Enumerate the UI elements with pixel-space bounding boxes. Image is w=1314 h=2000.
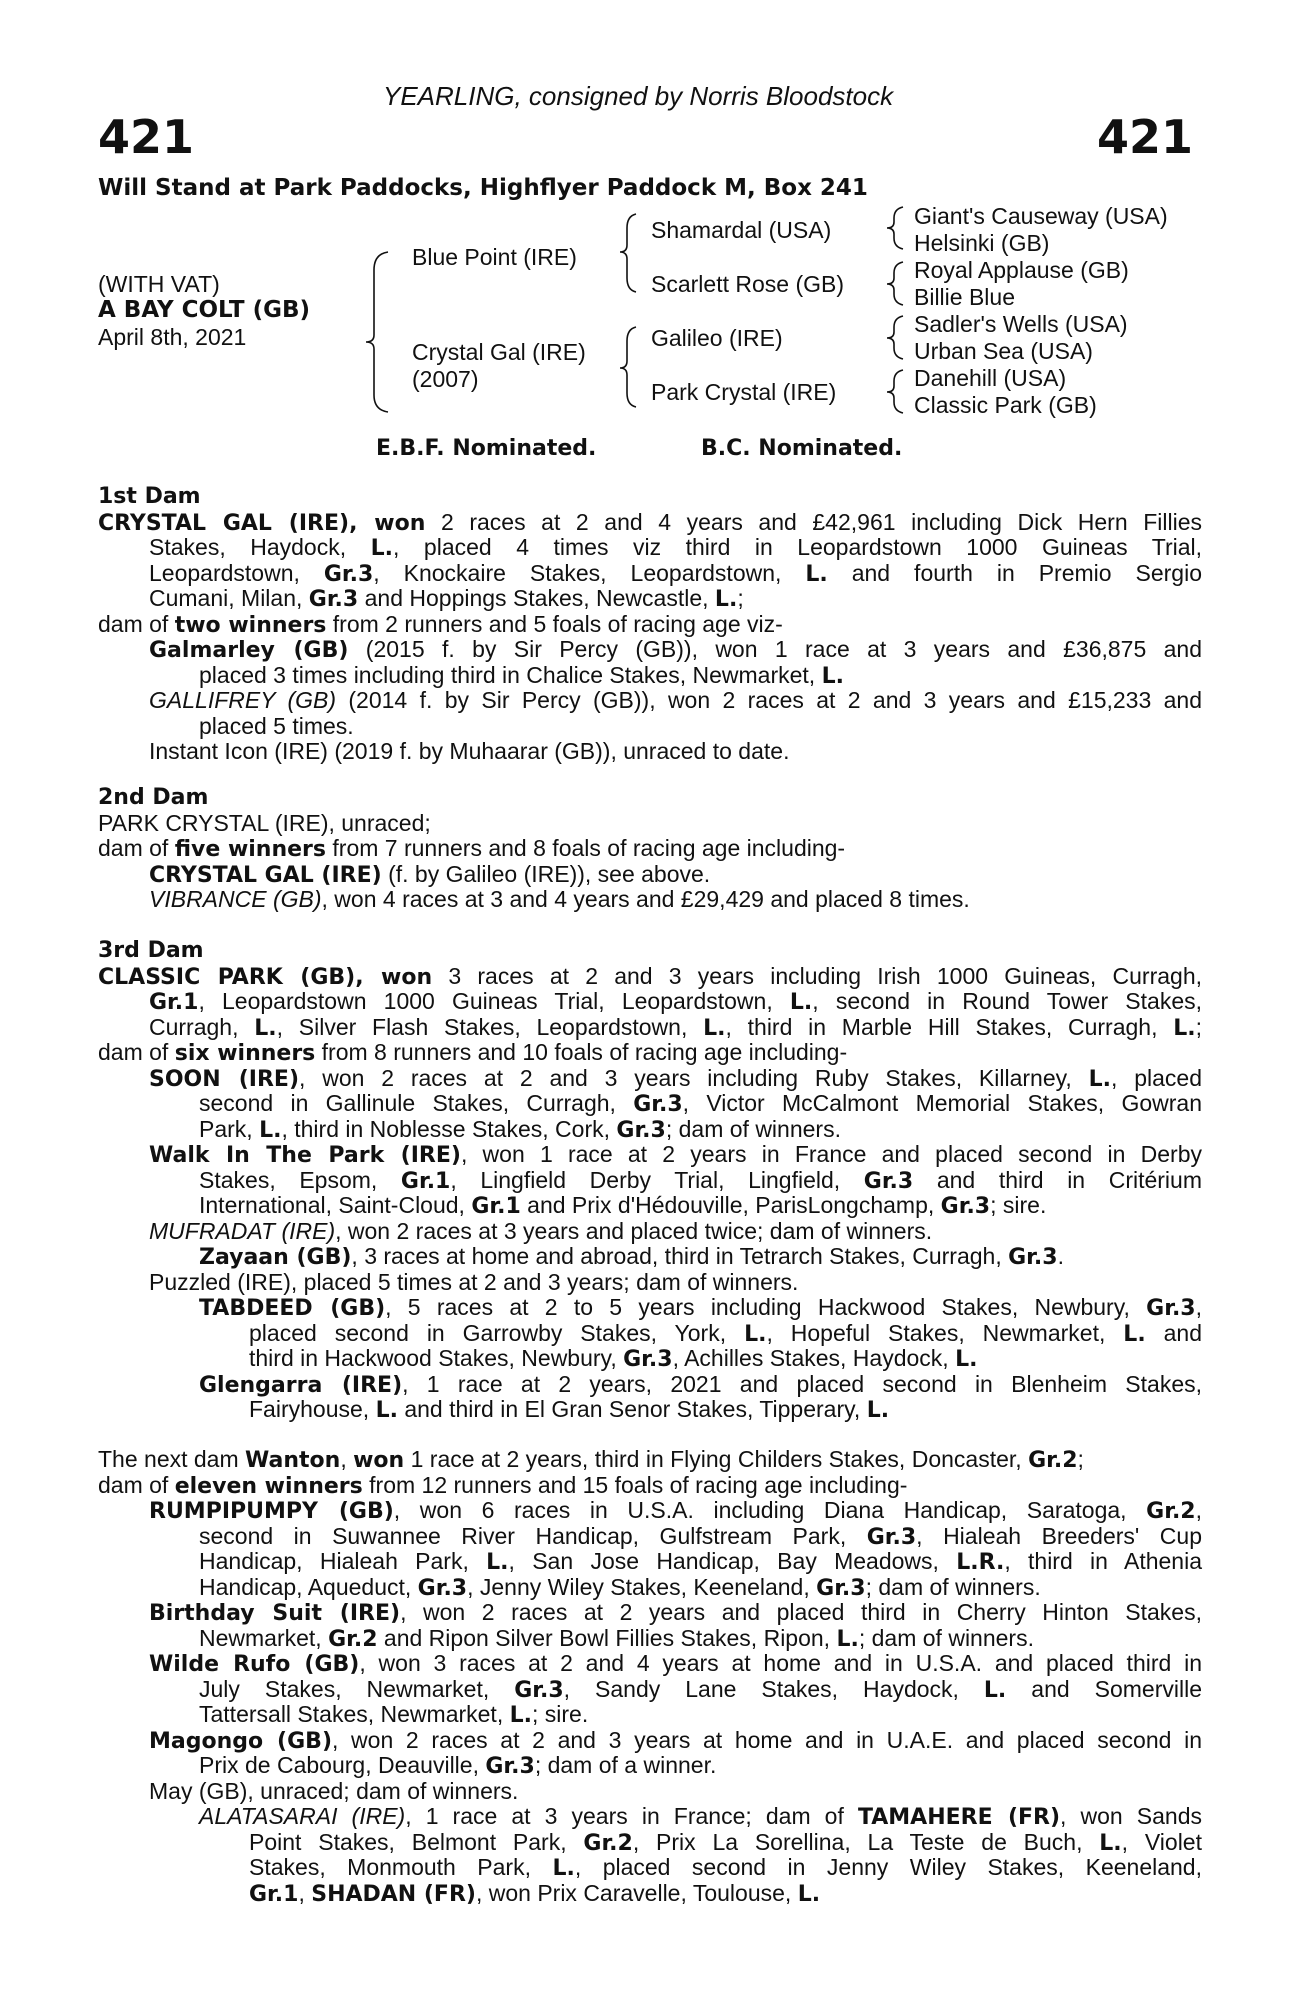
- horse-name: A BAY COLT (GB): [98, 297, 311, 323]
- produce-magongo-cont: Prix de Cabourg, Deauville, Gr.3; dam of a winner.: [199, 1752, 717, 1779]
- produce-rumpipumpy-cont-2: Handicap, Hialeah Park, L., San Jose Handicap, Bay Meadows, L.R., third in Athenia: [199, 1548, 1202, 1575]
- first-dam-line-2: Stakes, Haydock, L., placed 4 times viz third in Leopardstown 1000 Guineas Trial,: [149, 534, 1203, 561]
- produce-zayaan: Zayaan (GB), 3 races at home and abroad, third in Tetrarch Stakes, Curragh, Gr.3.: [199, 1243, 1064, 1270]
- sire-dam: Scarlett Rose (GB): [651, 271, 844, 297]
- produce-galmarley: Galmarley (GB) (2015 f. by Sir Percy (GB)), won 1 race at 3 years and £36,875 and: [149, 636, 1202, 663]
- produce-wilde-rufo-cont-2: Tattersall Stakes, Newmarket, L.; sire.: [199, 1701, 589, 1728]
- ggrandparent-1: Giant's Causeway (USA): [914, 203, 1168, 229]
- stabling-info: Will Stand at Park Paddocks, Highflyer Paddock M, Box 241: [98, 175, 868, 201]
- dam: Crystal Gal (IRE): [412, 339, 586, 365]
- third-dam-line-2: Gr.1, Leopardstown 1000 Guineas Trial, Leopardstown, L., second in Round Tower Stakes,: [149, 988, 1202, 1015]
- produce-rumpipumpy-cont-3: Handicap, Aqueduct, Gr.3, Jenny Wiley Stakes, Keeneland, Gr.3; dam of winners.: [199, 1573, 1041, 1601]
- section-title: 2nd Dam: [98, 785, 209, 810]
- third-dam-line-1: CLASSIC PARK (GB), won 3 races at 2 and 3 years including Irish 1000 Guineas, Curragh,: [98, 962, 1203, 990]
- produce-glengarra: Glengarra (IRE), 1 race at 2 years, 2021 and placed second in Blenheim Stakes,: [199, 1370, 1202, 1398]
- ggrandparent-8: Classic Park (GB): [914, 392, 1097, 418]
- produce-alatasarai: ALATASARAI (IRE), 1 race at 3 years in France; dam of TAMAHERE (FR), won Sands: [199, 1803, 1203, 1830]
- dam-sire: Galileo (IRE): [651, 325, 783, 351]
- produce-instant-icon: Instant Icon (IRE) (2019 f. by Muhaarar (GB)), unraced to date.: [149, 738, 790, 764]
- second-dam-line-3: CRYSTAL GAL (IRE) (f. by Galileo (IRE)), see above.: [149, 860, 711, 888]
- lot-number-left: 421: [98, 110, 195, 164]
- third-dam-line-3: Curragh, L., Silver Flash Stakes, Leopardstown, L., third in Marble Hill Stakes, Curragh, L.;: [149, 1013, 1202, 1041]
- second-dam-line-1: PARK CRYSTAL (IRE), unraced;: [98, 809, 431, 836]
- ggrandparent-7: Danehill (USA): [914, 365, 1067, 391]
- produce-tabdeed-cont-2: third in Hackwood Stakes, Newbury, Gr.3, Achilles Stakes, Haydock, L.: [249, 1345, 978, 1372]
- produce-galmarley-cont: placed 3 times including third in Chalice Stakes, Newmarket, L.: [199, 661, 844, 689]
- second-dam-line-2: dam of five winners from 7 runners and 8 foals of racing age including-: [98, 835, 846, 862]
- first-dam-line-4: Cumani, Milan, Gr.3 and Hoppings Stakes, Newcastle, L.;: [149, 585, 744, 612]
- bc-nomination: B.C. Nominated.: [701, 436, 903, 461]
- produce-gallifrey-cont: placed 5 times.: [199, 712, 354, 739]
- next-dam-line-2: dam of eleven winners from 12 runners and 15 foals of racing age including-: [98, 1471, 908, 1499]
- sire-sire: Shamardal (USA): [651, 217, 832, 243]
- next-dam-line-1: The next dam Wanton, won 1 race at 2 years, third in Flying Childers Stakes, Doncaster, Gr.2;: [98, 1446, 1084, 1473]
- ggrandparent-6: Urban Sea (USA): [914, 338, 1093, 364]
- produce-tabdeed-cont-1: placed second in Garrowby Stakes, York, L., Hopeful Stakes, Newmarket, L. and: [249, 1319, 1203, 1347]
- ggrandparent-3: Royal Applause (GB): [914, 257, 1129, 283]
- produce-puzzled: Puzzled (IRE), placed 5 times at 2 and 3 years; dam of winners.: [149, 1268, 799, 1295]
- ggrandparent-2: Helsinki (GB): [914, 230, 1050, 256]
- produce-glengarra-cont: Fairyhouse, L. and third in El Gran Senor Stakes, Tipperary, L.: [249, 1396, 890, 1423]
- produce-alatasarai-cont-3: Gr.1, SHADAN (FR), won Prix Caravelle, Toulouse, L.: [249, 1879, 821, 1907]
- produce-soon-cont-1: second in Gallinule Stakes, Curragh, Gr.3, Victor McCalmont Memorial Stakes, Gowran: [199, 1090, 1202, 1117]
- produce-tabdeed: TABDEED (GB), 5 races at 2 to 5 years including Hackwood Stakes, Newbury, Gr.3,: [199, 1294, 1202, 1321]
- produce-may: May (GB), unraced; dam of winners.: [149, 1777, 519, 1804]
- dam-dam: Park Crystal (IRE): [651, 379, 837, 405]
- produce-birthday-suit-cont: Newmarket, Gr.2 and Ripon Silver Bowl Fillies Stakes, Ripon, L.; dam of winners.: [199, 1624, 1034, 1652]
- catalogue-heading: YEARLING, consigned by Norris Bloodstock: [383, 81, 894, 111]
- produce-soon-cont-2: Park, L., third in Noblesse Stakes, Cork, Gr.3; dam of winners.: [199, 1115, 841, 1143]
- produce-walk-cont-1: Stakes, Epsom, Gr.1, Lingfield Derby Trial, Lingfield, Gr.3 and third in Critérium: [199, 1166, 1202, 1194]
- produce-birthday-suit: Birthday Suit (IRE), won 2 races at 2 years and placed third in Cherry Hinton Stakes,: [149, 1599, 1202, 1626]
- foaling-date: April 8th, 2021: [98, 324, 247, 350]
- produce-gallifrey: GALLIFREY (GB) (2014 f. by Sir Percy (GB)), won 2 races at 2 and 3 years and £15,233 and: [149, 687, 1202, 713]
- section-title: 1st Dam: [98, 484, 201, 509]
- produce-wilde-rufo: Wilde Rufo (GB), won 3 races at 2 and 4 years at home and in U.S.A. and placed third in: [149, 1650, 1202, 1677]
- dam-year: (2007): [412, 366, 479, 392]
- first-dam-line-5: dam of two winners from 2 runners and 5 foals of racing age viz-: [98, 610, 783, 638]
- first-dam-line-3: Leopardstown, Gr.3, Knockaire Stakes, Leopardstown, L. and fourth in Premio Sergio: [149, 559, 1202, 587]
- produce-walk-cont-2: International, Saint-Cloud, Gr.1 and Prix d'Hédouville, ParisLongchamp, Gr.3; sire.: [199, 1192, 1047, 1219]
- produce-walk-in-the-park: Walk In The Park (IRE), won 1 race at 2 years in France and placed second in Derby: [149, 1141, 1202, 1168]
- ggrandparent-5: Sadler's Wells (USA): [914, 311, 1128, 337]
- vat-note: (WITH VAT): [98, 271, 220, 297]
- produce-wilde-rufo-cont-1: July Stakes, Newmarket, Gr.3, Sandy Lane Stakes, Haydock, L. and Somerville: [199, 1675, 1202, 1703]
- third-dam-line-4: dam of six winners from 8 runners and 10 foals of racing age including-: [98, 1039, 848, 1066]
- produce-alatasarai-cont-2: Stakes, Monmouth Park, L., placed second in Jenny Wiley Stakes, Keeneland,: [249, 1854, 1202, 1881]
- sire: Blue Point (IRE): [412, 244, 577, 270]
- second-dam-line-4: VIBRANCE (GB), won 4 races at 3 and 4 years and £29,429 and placed 8 times.: [149, 886, 970, 912]
- section-title: 3rd Dam: [98, 938, 204, 963]
- produce-alatasarai-cont-1: Point Stakes, Belmont Park, Gr.2, Prix La Sorellina, La Teste de Buch, L., Violet: [249, 1828, 1202, 1856]
- produce-magongo: Magongo (GB), won 2 races at 2 and 3 years at home and in U.A.E. and placed second in: [149, 1726, 1202, 1754]
- ebf-nomination: E.B.F. Nominated.: [376, 436, 597, 461]
- ggrandparent-4: Billie Blue: [914, 284, 1015, 310]
- produce-rumpipumpy-cont-1: second in Suwannee River Handicap, Gulfstream Park, Gr.3, Hialeah Breeders' Cup: [199, 1522, 1202, 1550]
- produce-mufradat: MUFRADAT (IRE), won 2 races at 3 years and placed twice; dam of winners.: [149, 1217, 933, 1244]
- produce-soon: SOON (IRE), won 2 races at 2 and 3 years including Ruby Stakes, Killarney, L., placed: [149, 1064, 1202, 1092]
- first-dam-line-1: CRYSTAL GAL (IRE), won 2 races at 2 and 4 years and £42,961 including Dick Hern Fillies: [98, 508, 1202, 536]
- lot-number-right: 421: [1097, 110, 1194, 164]
- produce-rumpipumpy: RUMPIPUMPY (GB), won 6 races in U.S.A. including Diana Handicap, Saratoga, Gr.2,: [149, 1497, 1202, 1524]
